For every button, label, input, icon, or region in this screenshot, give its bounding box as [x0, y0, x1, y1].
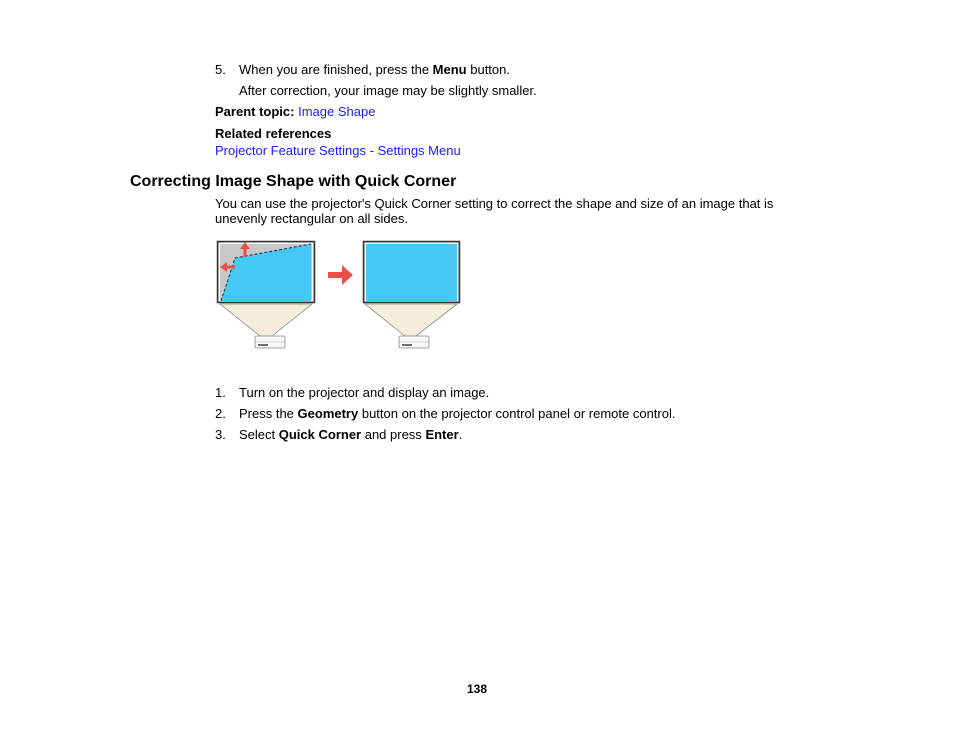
- step-3-text: Select Quick Corner and press Enter.: [239, 427, 463, 442]
- arrow-right-icon: [328, 265, 353, 285]
- step-5-number: 5.: [215, 62, 226, 77]
- enter-button-name: Enter: [425, 427, 459, 442]
- step-1-text: Turn on the projector and display an image.: [239, 385, 490, 400]
- image-shape-link[interactable]: Image Shape: [298, 104, 376, 119]
- corrected-image: [366, 244, 457, 301]
- projector-feature-settings-link[interactable]: Projector Feature Settings - Settings Menu: [215, 143, 461, 158]
- step-1-number: 1.: [215, 385, 226, 400]
- parent-topic: [215, 104, 375, 120]
- step-5-note: After correction, your image may be slightly smaller.: [239, 83, 537, 98]
- menu-button-name: Menu: [432, 62, 467, 77]
- screen-after: [364, 242, 460, 303]
- step-5-text: [239, 62, 510, 78]
- beam-after: [365, 304, 457, 336]
- step-5-text-after: button.: [466, 62, 510, 77]
- projector-icon: [399, 336, 429, 348]
- projector-icon: [255, 336, 285, 348]
- page-number: 138: [467, 682, 488, 696]
- intro-line-2: unevenly rectangular on all sides.: [215, 211, 408, 226]
- quick-corner-illustration: [215, 239, 469, 357]
- step-2-text: Press the Geometry button on the projector control panel or remote control.: [239, 406, 676, 421]
- step-3-number: 3.: [215, 427, 226, 442]
- screen-before: [218, 242, 315, 303]
- beam-before: [220, 304, 312, 336]
- geometry-button-name: Geometry: [297, 406, 359, 421]
- section-heading: Correcting Image Shape with Quick Corner: [130, 173, 457, 190]
- related-references-label: Related references: [215, 126, 332, 141]
- step-5-text-before: When you are finished, press the: [239, 62, 433, 77]
- quick-corner-option: Quick Corner: [278, 427, 362, 442]
- step-2-number: 2.: [215, 406, 226, 421]
- parent-topic-label: Parent topic:: [215, 104, 295, 119]
- intro-line-1: You can use the projector's Quick Corner setting to correct the shape and size of an image that is: [215, 196, 774, 211]
